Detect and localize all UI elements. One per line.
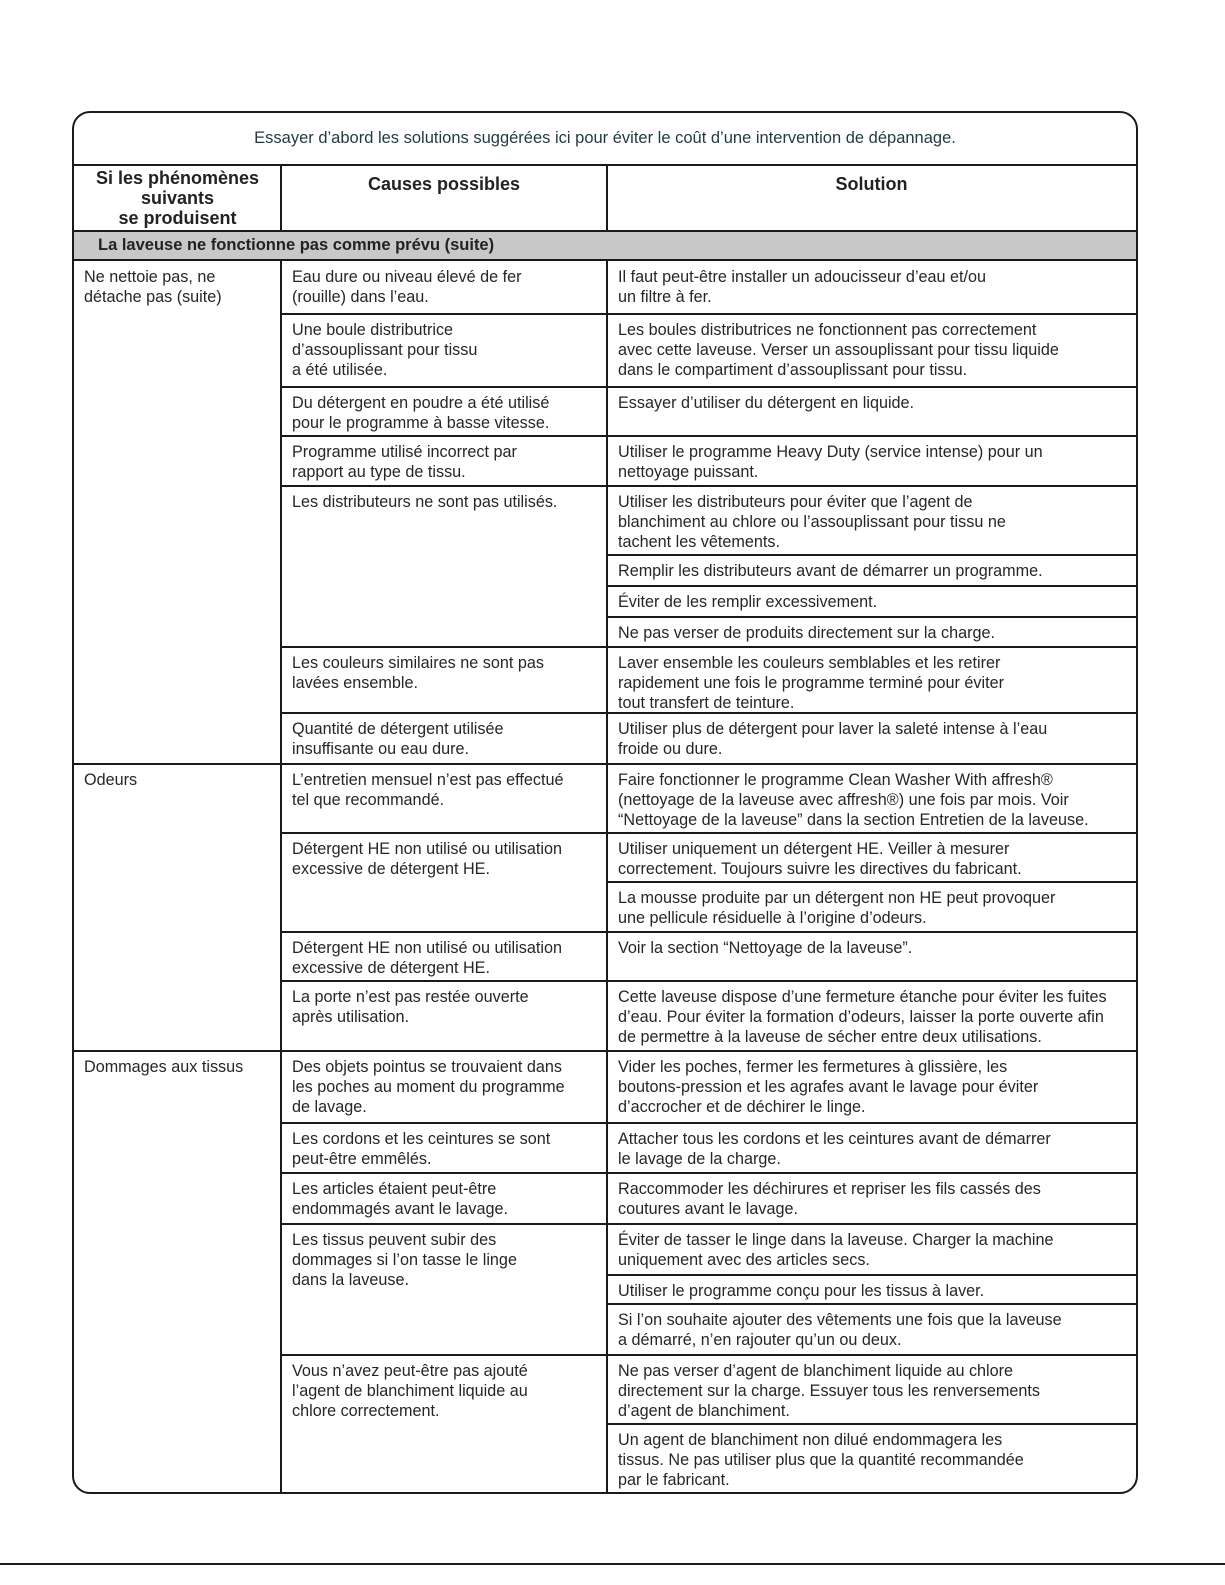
header-solution: Solution — [835, 174, 908, 194]
solution-20: Utiliser le programme conçu pour les tissus à laver. — [618, 1282, 985, 1300]
row-divider — [607, 313, 1136, 315]
solution-12: Utiliser uniquement un détergent HE. Veiller à mesurer correctement. Toujours suivre les directives du fabricant. — [618, 840, 1022, 878]
cause-9: Détergent HE non utilisé ou utilisation excessive de détergent HE. — [292, 840, 562, 878]
solution-13: La mousse produite par un détergent non HE peut provoquer une pellicule résiduelle à l’origine d’odeurs. — [618, 889, 1056, 927]
solution-18: Raccommoder les déchirures et repriser les fils cassés des coutures avant le lavage. — [618, 1180, 1041, 1218]
row-divider — [607, 1223, 1136, 1225]
intro-text: Essayer d’abord les solutions suggérées ici pour éviter le coût d’une intervention de dépannage. — [74, 113, 1136, 166]
row-divider — [607, 386, 1136, 388]
problem-1: Ne nettoie pas, ne détache pas (suite) — [84, 268, 222, 306]
row-divider — [607, 1303, 1136, 1305]
cause-13: Les cordons et les ceintures se sont peut-être emmêlés. — [292, 1130, 551, 1168]
cause-2: Une boule distributrice d’assouplissant pour tissu a été utilisée. — [292, 321, 478, 379]
row-divider — [607, 485, 1136, 487]
solution-7: Éviter de les remplir excessivement. — [618, 593, 878, 611]
cause-7: Quantité de détergent utilisée insuffisante ou eau dure. — [292, 720, 504, 758]
problem-3: Dommages aux tissus — [84, 1058, 244, 1076]
row-divider — [607, 585, 1136, 587]
row-divider — [607, 1122, 1136, 1124]
row-divider — [607, 435, 1136, 437]
cause-11: La porte n’est pas restée ouverte après utilisation. — [292, 988, 529, 1026]
cause-6: Les couleurs similaires ne sont pas lavées ensemble. — [292, 654, 544, 692]
solution-22: Ne pas verser d’agent de blanchiment liquide au chlore directement sur la charge. Essuyer tous les renversements d’agent de blanchiment. — [618, 1362, 1040, 1420]
troubleshooting-table — [72, 111, 1138, 1494]
cause-1: Eau dure ou niveau élevé de fer (rouille) dans l’eau. — [292, 268, 522, 306]
solution-11: Faire fonctionner le programme Clean Washer With affresh® (nettoyage de la laveuse avec affresh®) une fois par mois. Voir “Nettoyage de la laveuse” dans la section Entretien de la laveuse. — [618, 771, 1089, 829]
cause-15: Les tissus peuvent subir des dommages si l’on tasse le linge dans la laveuse. — [292, 1231, 517, 1289]
row-divider — [74, 230, 1136, 232]
solution-15: Cette laveuse dispose d’une fermeture étanche pour éviter les fuites d’eau. Pour éviter la formation d’odeurs, laisser la porte ouverte afin de permettre à la laveuse de sécher entre deux utilisations. — [618, 988, 1107, 1046]
row-divider — [607, 646, 1136, 648]
solution-3: Essayer d’utiliser du détergent en liquide. — [618, 394, 915, 412]
solution-9: Laver ensemble les couleurs semblables et les retirer rapidement une fois le programme terminé pour éviter tout transfert de teinture. — [618, 654, 1004, 712]
cause-3: Du détergent en poudre a été utilisé pour le programme à basse vitesse. — [292, 394, 550, 432]
row-divider — [607, 832, 1136, 834]
cause-10: Détergent HE non utilisé ou utilisation excessive de détergent HE. — [292, 939, 562, 977]
cause-8: L’entretien mensuel n’est pas effectué tel que recommandé. — [292, 771, 564, 809]
row-divider — [607, 1172, 1136, 1174]
header-causes: Causes possibles — [367, 174, 521, 194]
table-grid — [74, 113, 1136, 1492]
row-divider — [607, 554, 1136, 556]
row-divider — [607, 881, 1136, 883]
row-divider — [607, 1354, 1136, 1356]
cause-5: Les distributeurs ne sont pas utilisés. — [292, 493, 558, 511]
row-divider — [607, 1423, 1136, 1425]
cause-14: Les articles étaient peut-être endommagés avant le lavage. — [292, 1180, 508, 1218]
row-divider — [607, 616, 1136, 618]
solution-1: Il faut peut-être installer un adoucisseur d’eau et/ou un filtre à fer. — [618, 268, 987, 306]
section-title: La laveuse ne fonctionne pas comme prévu (suite) — [74, 232, 1136, 260]
solution-5: Utiliser les distributeurs pour éviter que l’agent de blanchiment au chlore ou l’assouplissant pour tissu ne tachent les vêtements. — [618, 493, 1006, 551]
cause-12: Des objets pointus se trouvaient dans les poches au moment du programme de lavage. — [292, 1058, 565, 1116]
row-divider — [607, 1050, 1136, 1052]
solution-8: Ne pas verser de produits directement sur la charge. — [618, 624, 995, 642]
solution-6: Remplir les distributeurs avant de démarrer un programme. — [618, 562, 1043, 580]
row-divider — [607, 931, 1136, 933]
solution-21: Si l’on souhaite ajouter des vêtements une fois que la laveuse a démarré, n’en rajouter qu’un ou deux. — [618, 1311, 1062, 1349]
solution-4: Utiliser le programme Heavy Duty (service intense) pour un nettoyage puissant. — [618, 443, 1043, 481]
problem-2: Odeurs — [84, 771, 138, 789]
solution-16: Vider les poches, fermer les fermetures à glissière, les boutons-pression et les agrafes avant le lavage pour éviter d’accrocher et de déchirer le linge. — [618, 1058, 1039, 1116]
solution-23: Un agent de blanchiment non dilué endommagera les tissus. Ne pas utiliser plus que la quantité recommandée par le fabricant. — [618, 1431, 1024, 1489]
cause-16: Vous n’avez peut-être pas ajouté l’agent de blanchiment liquide au chlore correctement. — [292, 1362, 528, 1420]
solution-10: Utiliser plus de détergent pour laver la saleté intense à l’eau froide ou dure. — [618, 720, 1048, 758]
column-divider — [606, 166, 608, 232]
row-divider — [607, 980, 1136, 982]
row-divider — [607, 712, 1136, 714]
header-problem: Si les phénomènes suivants se produisent — [95, 168, 260, 228]
page-bottom-rule — [0, 1563, 1225, 1565]
column-divider — [280, 166, 282, 232]
cause-4: Programme utilisé incorrect par rapport au type de tissu. — [292, 443, 517, 481]
row-divider — [607, 763, 1136, 765]
solution-2: Les boules distributrices ne fonctionnent pas correctement avec cette laveuse. Verser un assouplissant pour tissu liquide dans le compartiment d’assouplissant pour tissu. — [618, 321, 1059, 379]
row-divider — [607, 1274, 1136, 1276]
solution-17: Attacher tous les cordons et les ceintures avant de démarrer le lavage de la charge. — [618, 1130, 1051, 1168]
solution-19: Éviter de tasser le linge dans la laveuse. Charger la machine uniquement avec des articles secs. — [618, 1231, 1054, 1269]
solution-14: Voir la section “Nettoyage de la laveuse”. — [618, 939, 913, 957]
